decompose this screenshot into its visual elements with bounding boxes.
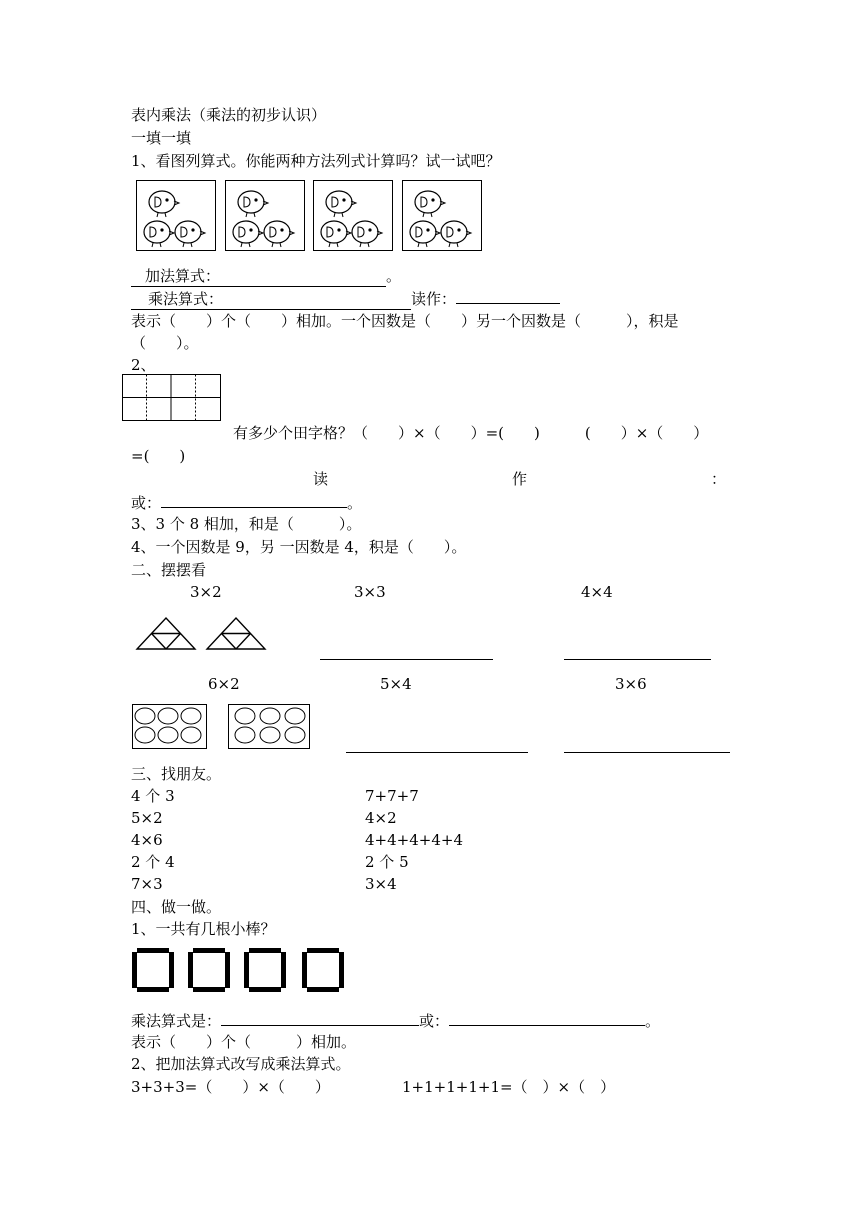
stick-square [188,948,230,992]
chick-icon [238,191,268,217]
circle-mark [235,708,255,724]
match-left-item[interactable]: 4 个 3 [131,787,175,805]
sticks-answer-line[interactable] [221,1010,419,1026]
add-end: 。 [386,267,402,285]
q1-product-line: （ ）。 [131,334,199,352]
chick-icon [352,221,382,247]
section-1-heading: 一填一填 [131,129,192,147]
section-4-heading: 四、做一做。 [131,898,222,916]
rewrite-eq-1: 3+3+3=（ ）×（ ） [131,1078,330,1096]
chick-icon [441,221,471,247]
q3: 3、3 个 8 相加，和是（ ）。 [131,515,362,533]
answer-line[interactable] [320,659,493,660]
circle-mark [181,708,201,724]
chick-icon [144,221,174,247]
mul-expression-label: 乘法算式： [148,290,224,308]
stick-square [244,948,286,992]
q1-prompt: 1、看图列算式。你能两种方法列式计算吗？试一试吧？ [131,152,501,170]
stick-square [302,948,344,992]
q2-question: 有多少个田字格？（ ）×（ ）=( ) ( ）×（ ） [233,424,709,442]
answer-line[interactable] [564,659,711,660]
chick-icon [415,191,445,217]
page-title: 表内乘法（乘法的初步认识） [131,106,327,124]
answer-line[interactable] [564,752,730,753]
or-end: 。 [347,494,363,512]
triangle-group [137,618,195,649]
arrange-label: 3×6 [615,675,647,693]
answer-line[interactable] [346,752,528,753]
match-right-item[interactable]: 4×2 [365,809,397,827]
sticks-meaning: 表示（ ）个（ ）相加。 [131,1033,357,1051]
chick-icon [175,221,205,247]
chick-icon [149,191,179,217]
circle-mark [235,727,255,743]
stick-square [132,948,174,992]
tianzi-grid [122,374,222,424]
chick-icon [264,221,294,247]
arrange-label: 3×3 [354,583,386,601]
add-expression-label: 加法算式： [145,267,221,285]
q4: 4、一个因数是 9，另 一因数是 4，积是（ ）。 [131,538,467,556]
section-3-heading: 三、找朋友。 [131,765,222,783]
sticks-mul-label: 乘法算式是： [131,1012,222,1030]
circle-mark [260,727,280,743]
match-right-item[interactable]: 3×4 [365,875,397,893]
match-left-item[interactable]: 2 个 4 [131,853,175,871]
circle-mark [260,708,280,724]
sticks-or-answer-line[interactable] [449,1010,645,1026]
match-left-item[interactable]: 5×2 [131,809,163,827]
or-label: 或： [131,494,162,512]
stick-squares [130,948,360,998]
arrange-label: 5×4 [380,675,412,693]
arrange-label: 3×2 [190,583,222,601]
circle-mark [135,708,155,724]
sticks-question: 1、一共有几根小棒？ [131,920,276,938]
triangle-stick-figures [134,615,294,655]
circle-mark [285,727,305,743]
sticks-or-end: 。 [645,1012,661,1030]
circle-mark [285,708,305,724]
sticks-or-label: 或： [419,1012,450,1030]
read-char-1: 读 [313,470,329,488]
read-char-2: 作 [512,470,528,488]
circle-mark [158,708,178,724]
chick-icon [410,221,440,247]
chick-icon [326,191,356,217]
arrange-label: 6×2 [208,675,240,693]
q2-number: 2、 [131,356,156,374]
chick-icon [233,221,263,247]
match-right-item[interactable]: 2 个 5 [365,853,409,871]
read-answer-line[interactable] [456,288,560,304]
chick-icon [321,221,351,247]
rewrite-eq-2: 1+1+1+1+1=（ ）×（ ） [402,1078,616,1096]
circle-groups [0,700,860,760]
match-right-item[interactable]: 4+4+4+4+4 [365,831,463,849]
circle-mark [158,727,178,743]
triangle-group [207,618,265,649]
read-colon: ： [711,470,727,488]
circle-mark [135,727,155,743]
q2-equals-line: =( ) [131,447,186,465]
q1-meaning-line: 表示（ ）个（ ）相加。一个因数是（ ）另一个因数是（ ），积是 [131,312,679,330]
match-left-item[interactable]: 4×6 [131,831,163,849]
match-left-item[interactable]: 7×3 [131,875,163,893]
match-right-item[interactable]: 7+7+7 [365,787,419,805]
chick-icons [0,0,860,300]
or-answer-line[interactable] [161,492,347,508]
arrange-label: 4×4 [581,583,613,601]
rewrite-prompt: 2、把加法算式改写成乘法算式。 [131,1055,351,1073]
section-2-heading: 二、摆摆看 [131,561,207,579]
read-label: 读作： [411,290,457,308]
circle-mark [181,727,201,743]
